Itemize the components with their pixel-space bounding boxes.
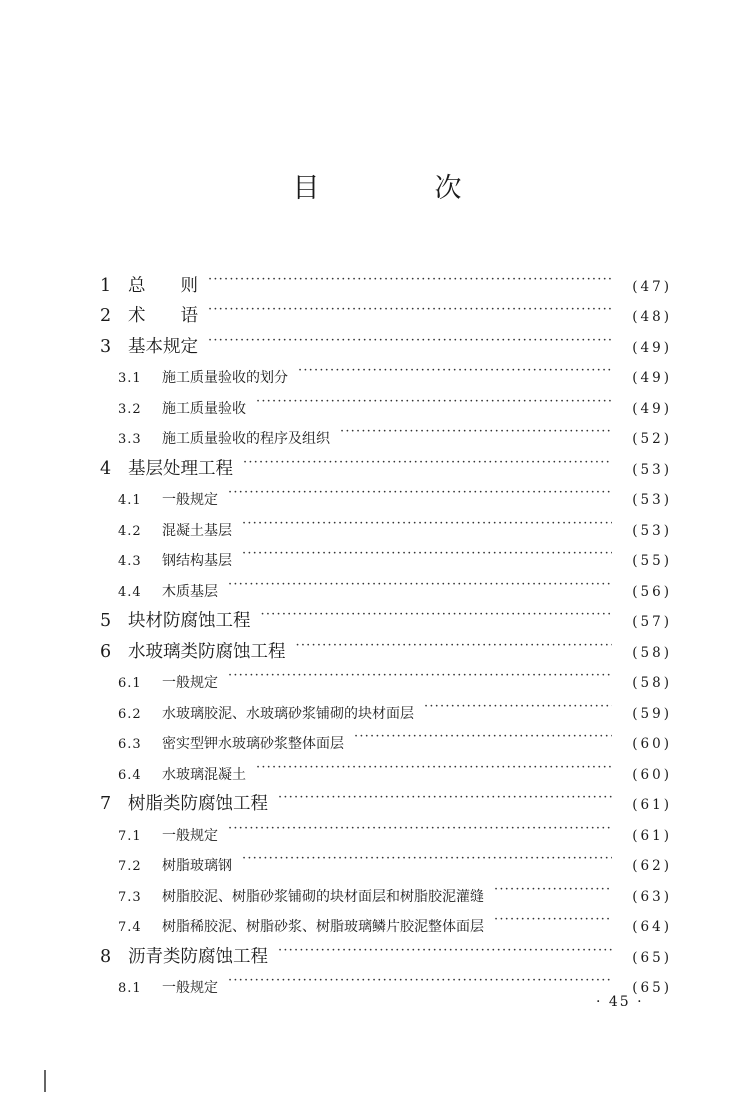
dot-leader: [208, 321, 612, 352]
toc-page: (62): [632, 858, 672, 874]
toc-label: 水玻璃类防腐蚀工程: [128, 641, 286, 662]
toc-page: (65): [632, 949, 672, 966]
toc-number: 7: [100, 794, 112, 814]
toc-number: 3.1: [118, 371, 142, 386]
toc-number: 7.2: [118, 859, 142, 874]
toc-label: 基层处理工程: [128, 458, 233, 479]
dot-leader: [228, 657, 612, 688]
toc-page: (53): [632, 492, 672, 508]
toc-label: 树脂稀胶泥、树脂砂浆、树脂玻璃鳞片胶泥整体面层: [162, 919, 484, 935]
toc-page: (49): [632, 400, 672, 417]
page-title: 目 次: [292, 173, 506, 204]
toc-label: 钢结构基层: [162, 553, 232, 569]
toc-number: 5: [100, 611, 112, 631]
toc-number: 4.3: [118, 554, 142, 569]
dot-leader: [208, 260, 612, 291]
dot-leader: [494, 901, 612, 932]
toc-label: 密实型钾水玻璃砂浆整体面层: [162, 736, 344, 752]
toc-page: (63): [632, 888, 672, 905]
toc-number: 6: [100, 641, 112, 662]
toc-number: 7.1: [118, 828, 142, 844]
toc-number: 8.1: [118, 981, 142, 996]
toc-page: (49): [632, 370, 672, 386]
dot-leader: [278, 779, 612, 810]
toc-page: (60): [632, 766, 672, 783]
toc-number: 2: [100, 306, 112, 326]
toc-label: 水玻璃混凝土: [162, 766, 246, 783]
toc-page: (64): [632, 919, 672, 935]
toc-page: (56): [632, 583, 672, 600]
dot-leader: [242, 504, 612, 535]
toc-label: 树脂玻璃钢: [162, 858, 232, 874]
dot-leader: [256, 748, 612, 779]
toc-page: (49): [632, 339, 672, 356]
dot-leader: [340, 413, 612, 444]
toc-number: 4.1: [118, 493, 142, 508]
toc-page: (60): [632, 736, 672, 752]
toc-number: 3: [100, 336, 112, 357]
toc-page: (55): [632, 553, 672, 569]
dot-leader: [208, 291, 612, 322]
toc-number: 8: [100, 946, 112, 967]
toc-number: 7.3: [118, 889, 142, 905]
dot-leader: [298, 352, 612, 383]
toc-label: 术 语: [128, 306, 198, 326]
dot-leader: [242, 840, 612, 871]
toc-page: (53): [632, 522, 672, 539]
dot-leader: [256, 382, 612, 413]
dot-leader: [261, 596, 613, 627]
toc-label: 一般规定: [162, 827, 218, 844]
toc-page: (52): [632, 431, 672, 447]
toc-page: (65): [632, 980, 672, 996]
toc-label: 施工质量验收的划分: [162, 370, 288, 386]
toc-page: (48): [632, 309, 672, 325]
toc-label: 树脂类防腐蚀工程: [128, 794, 268, 814]
toc-page: (57): [632, 614, 672, 630]
toc-number: 6.3: [118, 737, 142, 752]
toc-label: 施工质量验收的程序及组织: [162, 431, 330, 447]
toc-page: (58): [632, 675, 672, 691]
toc-number: 7.4: [118, 920, 142, 935]
toc-page: (61): [632, 827, 672, 844]
toc-label: 总 则: [128, 275, 198, 296]
toc-number: 1: [100, 275, 112, 296]
dot-leader: [228, 962, 612, 993]
dot-leader: [494, 870, 612, 901]
toc-label: 块材防腐蚀工程: [128, 611, 251, 631]
toc-label: 木质基层: [162, 583, 218, 600]
toc-label: 一般规定: [162, 675, 218, 691]
dot-leader: [243, 443, 612, 474]
dot-leader: [228, 565, 612, 596]
toc-entry[interactable]: [100, 260, 672, 296]
margin-mark: [44, 1070, 46, 1092]
toc-number: 4.4: [118, 584, 142, 600]
toc-number: 3.2: [118, 401, 142, 417]
toc-page: (58): [632, 644, 672, 661]
toc-label: 混凝土基层: [162, 522, 232, 539]
toc-label: 一般规定: [162, 980, 218, 996]
toc-number: 3.3: [118, 432, 142, 447]
dot-leader: [354, 718, 612, 749]
table-of-contents: [100, 260, 672, 996]
toc-label: 施工质量验收: [162, 400, 246, 417]
page-number: · 45 ·: [596, 994, 644, 1010]
dot-leader: [424, 687, 612, 718]
toc-page: (47): [632, 278, 672, 295]
toc-page: (59): [632, 705, 672, 722]
toc-number: 6.4: [118, 767, 142, 783]
toc-page: (53): [632, 461, 672, 478]
dot-leader: [278, 931, 612, 962]
toc-label: 沥青类防腐蚀工程: [128, 946, 268, 967]
toc-number: 4: [100, 458, 112, 479]
toc-label: 树脂胶泥、树脂砂浆铺砌的块材面层和树脂胶泥灌缝: [162, 888, 484, 905]
dot-leader: [296, 626, 613, 657]
toc-number: 6.2: [118, 706, 142, 722]
toc-number: 6.1: [118, 676, 142, 691]
toc-number: 4.2: [118, 523, 142, 539]
toc-label: 基本规定: [128, 336, 198, 357]
dot-leader: [228, 809, 612, 840]
dot-leader: [242, 535, 612, 566]
dot-leader: [228, 474, 612, 505]
toc-label: 一般规定: [162, 492, 218, 508]
toc-label: 水玻璃胶泥、水玻璃砂浆铺砌的块材面层: [162, 705, 414, 722]
toc-page: (61): [632, 797, 672, 813]
